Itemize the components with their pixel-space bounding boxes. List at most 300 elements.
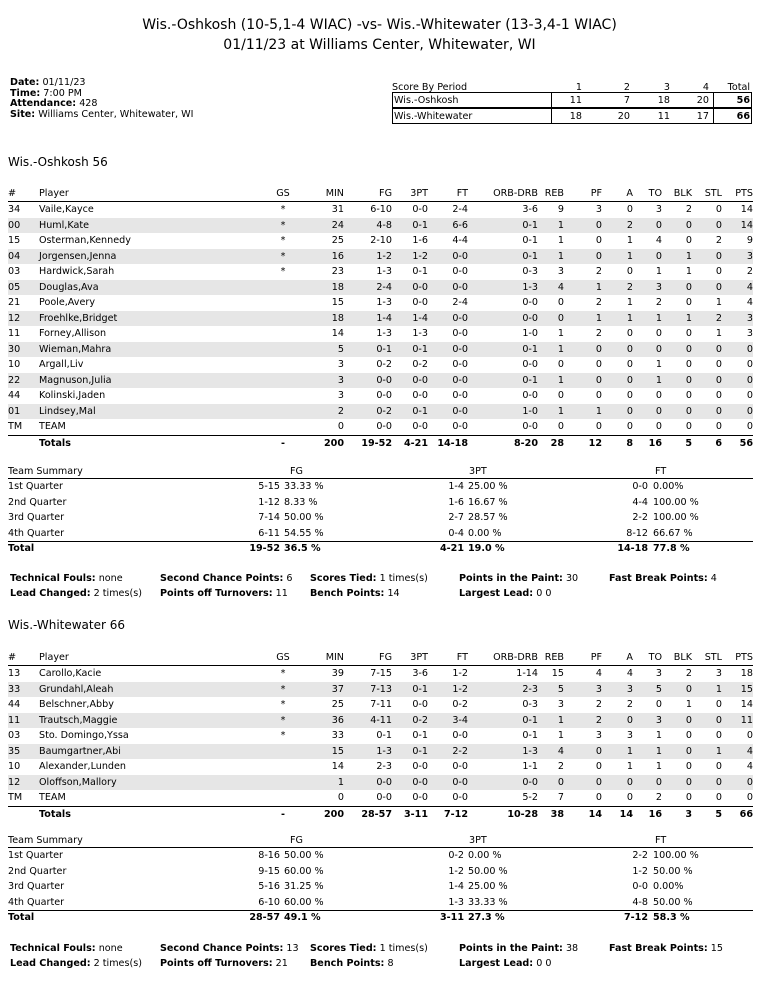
cell-3pt: 0-1: [412, 683, 428, 695]
cell-pf: 1: [595, 312, 602, 324]
cell-to: 3: [655, 204, 662, 215]
cell-orb-drb: 0-0: [522, 359, 538, 370]
points-in-paint: [459, 941, 578, 956]
cell-3pt: 0-2: [412, 714, 428, 726]
cell-stl: 0: [715, 405, 722, 417]
cell-fg: 7-15: [370, 668, 392, 679]
column-header-reb: REB: [544, 652, 564, 663]
cell-pts: 4: [746, 281, 753, 293]
totals-player: Totals: [39, 808, 71, 820]
cell-3pt: 0-0: [412, 699, 428, 710]
cell-a: 0: [626, 405, 633, 417]
second-chance-points: [160, 941, 299, 956]
summary-quarter-row: [8, 526, 753, 542]
cell-ft: 0-0: [452, 390, 468, 401]
cell-player: Huml,Kate: [39, 219, 90, 231]
score-p4: 17: [696, 111, 709, 122]
cell-gs: *: [280, 219, 286, 231]
summary-3pt-pct: 0.00 %: [468, 850, 502, 861]
totals-a: 8: [626, 437, 633, 449]
totals-pf: 14: [588, 808, 602, 820]
player-row: [8, 666, 753, 682]
summary-quarter-row: [8, 479, 753, 495]
summary-fg-pct: 50.00 %: [284, 512, 324, 523]
column-header-ft: FT: [456, 652, 468, 663]
column-header-to: TO: [648, 652, 662, 663]
cell-stl: 0: [715, 266, 722, 277]
totals-reb: 28: [550, 437, 564, 449]
summary-ft-pct: 50.00 %: [653, 865, 693, 877]
cell-orb-drb: 1-0: [522, 328, 538, 339]
summary-fg-pct: 54.55 %: [284, 527, 324, 539]
cell-jersey: 34: [8, 204, 21, 215]
totals-orb-drb: 8-20: [513, 437, 538, 449]
cell-pf: 2: [595, 328, 602, 339]
cell-a: 1: [626, 297, 633, 308]
date-value: 01/11/23: [42, 77, 86, 88]
summary-fg: 8-16: [258, 850, 280, 861]
cell-pf: 0: [595, 343, 602, 355]
cell-player: Lindsey,Mal: [39, 405, 96, 417]
cell-reb: 0: [557, 312, 564, 324]
cell-to: 1: [655, 359, 662, 370]
column-header-row: [8, 186, 753, 202]
score-team-name: Wis.-Whitewater: [394, 111, 473, 122]
cell-blk: 0: [685, 792, 692, 803]
cell-to: 3: [655, 668, 662, 679]
summary-fg-pct: 49.1 %: [284, 912, 321, 923]
cell-jersey: 30: [8, 343, 21, 355]
cell-ft: 0-0: [452, 374, 468, 386]
player-row: [8, 373, 753, 389]
score-p2: 7: [623, 95, 630, 106]
cell-min: 18: [331, 281, 344, 293]
cell-a: 0: [626, 343, 633, 355]
summary-fg-pct: 36.5 %: [284, 543, 321, 554]
cell-ft: 0-0: [452, 312, 468, 324]
cell-to: 1: [655, 312, 662, 324]
cell-pts: 0: [746, 730, 753, 741]
score-by-period-label: Score By Period: [392, 82, 468, 93]
cell-gs: *: [280, 730, 286, 741]
summary-ft-header: FT: [655, 466, 667, 477]
cell-to: 0: [655, 219, 662, 231]
second-chance-points-label: Second Chance Points:: [160, 943, 284, 954]
cell-pf: 0: [595, 792, 602, 803]
cell-blk: 0: [685, 328, 692, 339]
scores-tied-label: Scores Tied:: [310, 573, 377, 584]
technical-fouls-value: none: [98, 943, 123, 954]
cell-a: 0: [626, 421, 633, 432]
cell-jersey: 01: [8, 405, 21, 417]
summary-ft-pct: 50.00 %: [653, 896, 693, 908]
cell-min: 18: [331, 312, 344, 324]
summary-fg-pct: 33.33 %: [284, 481, 324, 492]
cell-reb: 1: [557, 730, 564, 741]
column-header-row: [8, 650, 753, 666]
cell-orb-drb: 0-1: [522, 343, 538, 355]
summary-fg-pct: 60.00 %: [284, 865, 324, 877]
cell-stl: 1: [715, 328, 722, 339]
summary-quarter-row: [8, 864, 753, 880]
cell-min: 3: [337, 359, 344, 370]
cell-min: 0: [337, 792, 344, 803]
site-line: [10, 110, 193, 121]
points-in-paint-value: 38: [565, 943, 579, 954]
cell-jersey: TM: [8, 792, 23, 803]
cell-pts: 18: [740, 668, 753, 679]
cell-player: Carollo,Kacie: [39, 668, 102, 679]
cell-blk: 0: [685, 297, 692, 308]
cell-jersey: 11: [8, 714, 21, 726]
player-row: [8, 682, 753, 698]
totals-blk: 5: [685, 437, 692, 449]
cell-fg: 7-11: [370, 699, 392, 710]
fast-break-points-value: 4: [710, 573, 717, 584]
cell-min: 5: [337, 343, 344, 355]
player-row: [8, 311, 753, 327]
largest-lead: [459, 956, 551, 971]
cell-stl: 0: [715, 390, 722, 401]
technical-fouls-value: none: [98, 573, 123, 584]
cell-orb-drb: 2-3: [522, 683, 538, 695]
cell-fg: 0-2: [376, 359, 392, 370]
cell-pf: 0: [595, 745, 602, 757]
column-header-stl: STL: [704, 188, 722, 199]
cell-pts: 14: [740, 219, 753, 231]
column-header-orb-drb: ORB-DRB: [493, 652, 538, 663]
cell-a: 0: [626, 390, 633, 401]
cell-player: TEAM: [39, 792, 66, 803]
summary-fg: 1-12: [258, 496, 280, 508]
cell-player: Osterman,Kennedy: [39, 235, 131, 246]
cell-gs: *: [280, 204, 286, 215]
time-value: 7:00 PM: [43, 87, 82, 99]
cell-a: 0: [626, 776, 633, 788]
cell-pf: 2: [595, 297, 602, 308]
player-row: [8, 249, 753, 265]
summary-period: Total: [8, 912, 35, 923]
totals-3pt: 4-21: [403, 437, 428, 449]
attendance-value: 428: [79, 98, 98, 109]
summary-quarter-row: [8, 879, 753, 895]
summary-3pt: 4-21: [439, 543, 464, 554]
score-row-whitewater: [392, 109, 752, 124]
cell-jersey: TM: [8, 421, 23, 432]
cell-to: 0: [655, 699, 662, 710]
cell-blk: 1: [685, 266, 692, 277]
cell-orb-drb: 0-0: [522, 390, 538, 401]
totals-fg: 28-57: [361, 808, 392, 820]
summary-3pt: 0-4: [448, 527, 464, 539]
cell-blk: 1: [685, 699, 692, 710]
cell-reb: 0: [557, 776, 564, 788]
cell-ft: 0-0: [452, 776, 468, 788]
summary-ft: 0-0: [632, 481, 648, 492]
cell-jersey: 33: [8, 683, 21, 695]
bench-points-value: 8: [387, 958, 394, 969]
cell-to: 0: [655, 343, 662, 355]
largest-lead: [459, 586, 551, 601]
cell-pts: 4: [746, 297, 753, 308]
cell-min: 3: [337, 390, 344, 401]
lead-changed: [10, 586, 142, 601]
cell-pts: 4: [746, 761, 753, 772]
summary-ft-pct: 66.67 %: [653, 527, 693, 539]
cell-pf: 2: [595, 699, 602, 710]
cell-fg: 6-10: [370, 204, 392, 215]
points-in-paint: [459, 571, 578, 586]
summary-period: 1st Quarter: [8, 850, 63, 861]
cell-fg: 1-3: [376, 297, 392, 308]
cell-stl: 0: [715, 204, 722, 215]
summary-3pt: 2-7: [448, 512, 464, 523]
cell-ft: 0-0: [452, 359, 468, 370]
cell-min: 33: [331, 730, 344, 741]
player-row: [8, 697, 753, 713]
cell-pts: 3: [746, 250, 753, 262]
totals-gs: -: [281, 808, 285, 820]
cell-stl: 0: [715, 359, 722, 370]
cell-min: 24: [331, 219, 344, 231]
cell-pts: 4: [746, 745, 753, 757]
lead-changed: [10, 956, 142, 971]
summary-fg-pct: 50.00 %: [284, 850, 324, 861]
cell-to: 1: [655, 374, 662, 386]
cell-orb-drb: 0-3: [522, 266, 538, 277]
cell-blk: 0: [685, 730, 692, 741]
summary-period: 3rd Quarter: [8, 881, 65, 892]
cell-pf: 1: [595, 405, 602, 417]
summary-3pt-pct: 16.67 %: [468, 496, 508, 508]
summary-period: 4th Quarter: [8, 896, 65, 908]
cell-reb: 1: [557, 328, 564, 339]
summary-fg: 28-57: [249, 912, 280, 923]
score-total: 56: [736, 95, 750, 106]
cell-to: 1: [655, 266, 662, 277]
totals-3pt: 3-11: [403, 808, 428, 820]
summary-ft-header: FT: [655, 835, 667, 846]
cell-reb: 15: [551, 668, 564, 679]
player-row: [8, 388, 753, 404]
cell-min: 23: [331, 266, 344, 277]
summary-ft: 1-2: [632, 865, 648, 877]
cell-gs: *: [280, 668, 286, 679]
cell-fg: 1-2: [376, 250, 392, 262]
cell-a: 0: [626, 792, 633, 803]
totals-row: [8, 807, 753, 823]
points-in-paint-value: 30: [565, 573, 579, 584]
cell-to: 5: [655, 683, 662, 695]
column-header-jersey: #: [8, 188, 17, 199]
cell-stl: 0: [715, 343, 722, 355]
largest-lead-value: 0 0: [536, 958, 552, 969]
cell-blk: 0: [685, 776, 692, 788]
cell-a: 0: [626, 266, 633, 277]
cell-to: 0: [655, 405, 662, 417]
cell-blk: 0: [685, 761, 692, 772]
totals-reb: 38: [550, 808, 564, 820]
technical-fouls-label: Technical Fouls:: [10, 573, 96, 584]
cell-fg: 7-13: [370, 683, 392, 695]
score-row-oshkosh: [392, 93, 752, 108]
cell-player: Hardwick,Sarah: [39, 266, 115, 277]
cell-reb: 5: [557, 683, 564, 695]
cell-min: 31: [331, 204, 344, 215]
bench-points: [310, 586, 400, 601]
cell-3pt: 0-0: [412, 297, 428, 308]
cell-jersey: 44: [8, 699, 21, 710]
cell-player: Alexander,Lunden: [39, 761, 126, 772]
totals-pts: 66: [739, 808, 753, 820]
column-header-fg: FG: [379, 188, 392, 199]
cell-orb-drb: 0-1: [522, 714, 538, 726]
game-info: [10, 78, 193, 120]
column-header-pf: PF: [590, 188, 602, 199]
cell-reb: 3: [557, 266, 564, 277]
cell-min: 39: [331, 668, 344, 679]
cell-stl: 2: [715, 312, 722, 324]
column-header-min: MIN: [325, 188, 344, 199]
player-row: [8, 419, 753, 435]
cell-pf: 0: [595, 761, 602, 772]
cell-stl: 2: [715, 235, 722, 246]
column-header-blk: BLK: [673, 652, 692, 663]
bench-points: [310, 956, 394, 971]
cell-blk: 0: [685, 219, 692, 231]
player-row: [8, 728, 753, 744]
cell-pts: 15: [740, 683, 753, 695]
column-header-pts: PTS: [735, 652, 753, 663]
column-header-to: TO: [648, 188, 662, 199]
cell-fg: 0-0: [376, 792, 392, 803]
cell-stl: 0: [715, 699, 722, 710]
cell-player: Froehlke,Bridget: [39, 312, 118, 324]
cell-fg: 4-8: [376, 219, 392, 231]
fast-break-points: [609, 941, 723, 956]
summary-3pt: 3-11: [439, 912, 464, 923]
column-header-player: Player: [39, 652, 69, 663]
cell-a: 2: [626, 219, 633, 231]
cell-to: 1: [655, 745, 662, 757]
cell-fg: 1-3: [376, 266, 392, 277]
attendance-label: Attendance:: [10, 98, 77, 109]
score-p1: 18: [569, 111, 582, 122]
cell-orb-drb: 1-3: [522, 281, 538, 293]
cell-3pt: 0-0: [412, 776, 428, 788]
column-header-gs: GS: [276, 652, 290, 663]
cell-pf: 0: [595, 390, 602, 401]
cell-blk: 2: [685, 668, 692, 679]
largest-lead-label: Largest Lead:: [459, 588, 534, 599]
summary-3pt: 1-3: [448, 896, 464, 908]
cell-player: Argall,Liv: [39, 359, 84, 370]
cell-blk: 0: [685, 359, 692, 370]
cell-min: 25: [331, 235, 344, 246]
column-header-pf: PF: [590, 652, 602, 663]
summary-ft: 8-12: [626, 527, 648, 539]
scores-tied: [310, 571, 428, 586]
cell-ft: 0-0: [452, 328, 468, 339]
cell-fg: 0-2: [376, 405, 392, 417]
cell-a: 0: [626, 374, 633, 386]
cell-to: 0: [655, 250, 662, 262]
cell-to: 0: [655, 776, 662, 788]
cell-a: 0: [626, 359, 633, 370]
totals-to: 16: [648, 437, 662, 449]
cell-reb: 1: [557, 250, 564, 262]
cell-ft: 1-2: [452, 668, 468, 679]
points-off-turnovers-value: 11: [275, 588, 288, 599]
cell-orb-drb: 0-1: [522, 235, 538, 246]
cell-a: 3: [626, 683, 633, 695]
cell-player: Jorgensen,Jenna: [39, 250, 117, 262]
cell-orb-drb: 0-3: [522, 699, 538, 710]
cell-fg: 2-3: [376, 761, 392, 772]
cell-jersey: 11: [8, 328, 21, 339]
cell-min: 1: [337, 776, 344, 788]
totals-min: 200: [323, 808, 344, 820]
cell-3pt: 0-2: [412, 359, 428, 370]
cell-a: 0: [626, 204, 633, 215]
summary-ft-pct: 58.3 %: [653, 912, 690, 923]
cell-3pt: 1-6: [412, 235, 428, 246]
totals-min: 200: [323, 437, 344, 449]
cell-gs: *: [280, 714, 286, 726]
cell-3pt: 1-3: [412, 328, 428, 339]
cell-orb-drb: 1-3: [522, 745, 538, 757]
cell-fg: 0-1: [376, 343, 392, 355]
cell-orb-drb: 0-1: [522, 730, 538, 741]
player-row: [8, 713, 753, 729]
cell-min: 0: [337, 421, 344, 432]
cell-pf: 3: [595, 683, 602, 695]
cell-fg: 0-0: [376, 421, 392, 432]
cell-stl: 0: [715, 761, 722, 772]
cell-jersey: 03: [8, 730, 21, 741]
cell-3pt: 0-0: [412, 374, 428, 386]
cell-player: Poole,Avery: [39, 297, 96, 308]
cell-player: Wieman,Mahra: [39, 343, 112, 355]
cell-ft: 2-2: [452, 745, 468, 757]
second-chance-points-value: 13: [286, 943, 299, 954]
scores-tied: [310, 941, 428, 956]
cell-pts: 0: [746, 776, 753, 788]
summary-ft: 4-8: [632, 896, 648, 908]
cell-pts: 0: [746, 374, 753, 386]
cell-reb: 0: [557, 390, 564, 401]
cell-min: 37: [331, 683, 344, 695]
cell-player: Belschner,Abby: [39, 699, 114, 710]
summary-3pt: 1-6: [448, 496, 464, 508]
summary-ft: 0-0: [632, 881, 648, 892]
player-row: [8, 202, 753, 218]
cell-stl: 0: [715, 792, 722, 803]
cell-3pt: 1-2: [412, 250, 428, 262]
summary-fg-header: FG: [290, 466, 303, 477]
cell-orb-drb: 5-2: [522, 792, 538, 803]
cell-ft: 0-0: [452, 405, 468, 417]
summary-3pt-pct: 19.0 %: [468, 543, 505, 554]
cell-a: 3: [626, 730, 633, 741]
points-off-turnovers-label: Points off Turnovers:: [160, 588, 273, 599]
summary-fg-pct: 31.25 %: [284, 881, 324, 892]
totals-row: [8, 436, 753, 452]
cell-jersey: 13: [8, 668, 21, 679]
summary-fg-pct: 8.33 %: [284, 496, 318, 508]
summary-3pt-pct: 28.57 %: [468, 512, 508, 523]
cell-ft: 0-2: [452, 699, 468, 710]
